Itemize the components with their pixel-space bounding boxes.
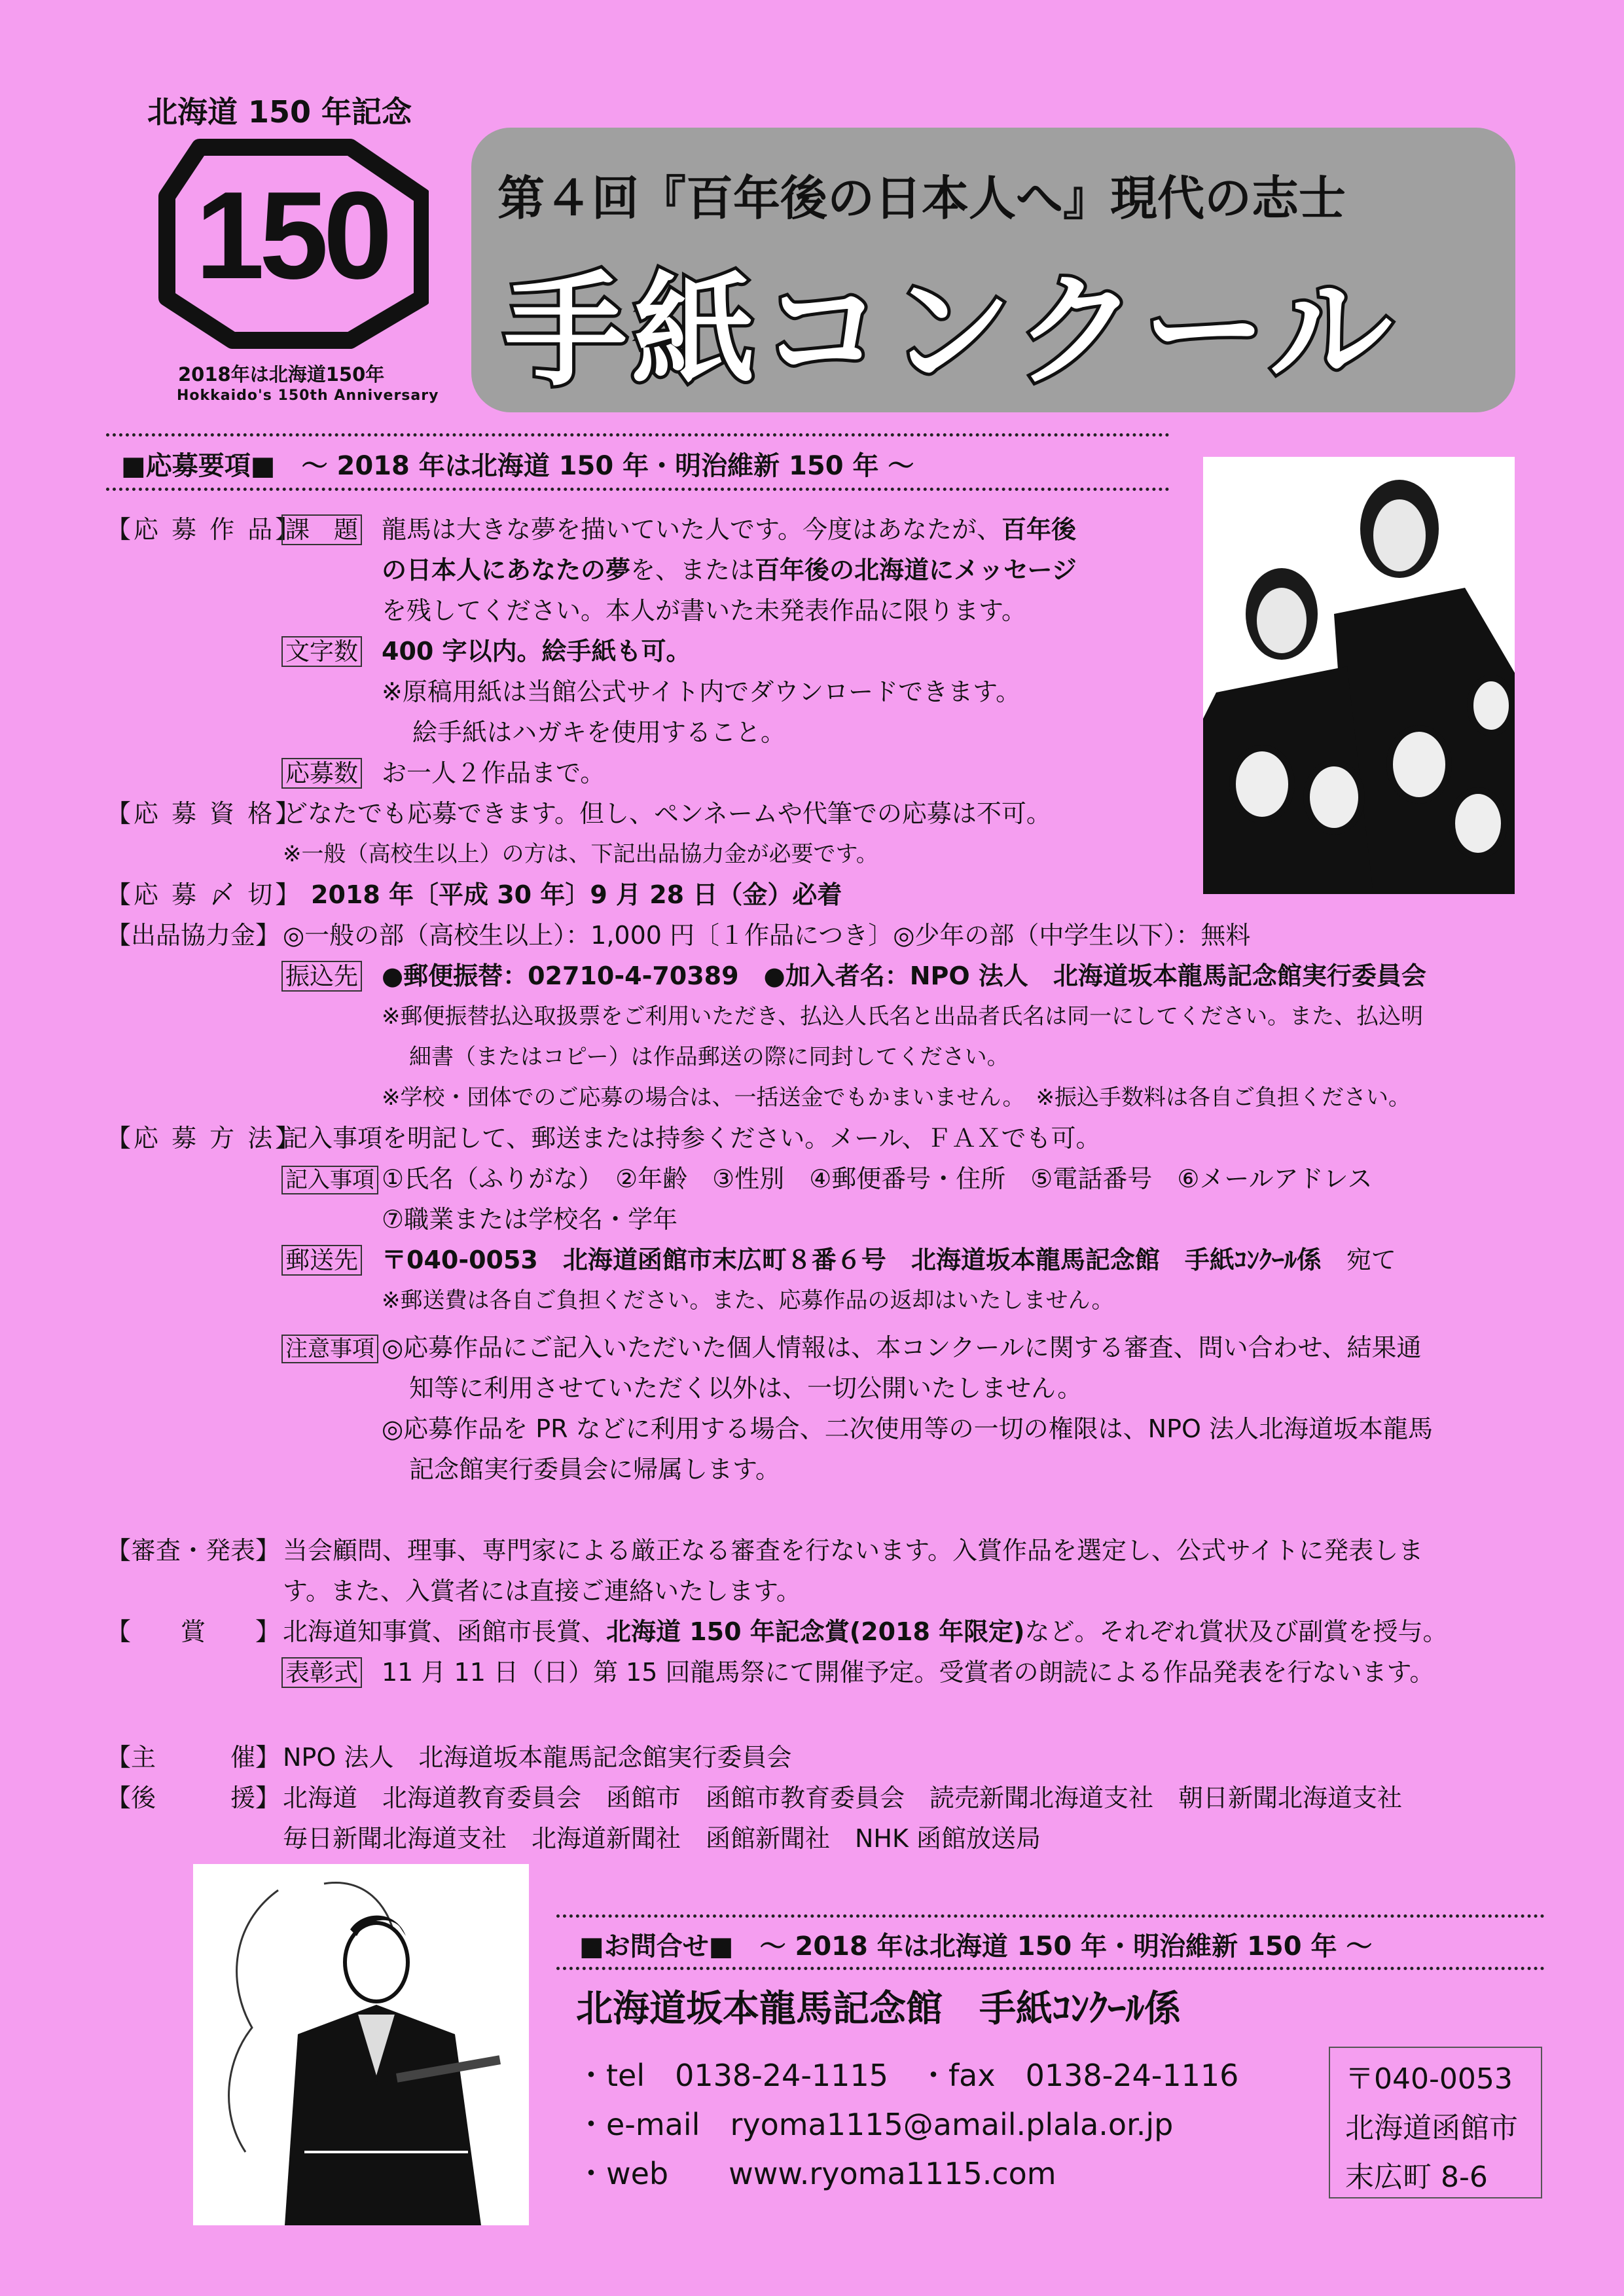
tag-mail: 郵送先 xyxy=(281,1245,362,1276)
notice-2b: 記念館実行委員会に帰属します。 xyxy=(409,1455,780,1484)
logo-subtitle-ja: 2018年は北海道150年 xyxy=(178,363,385,386)
method-text: 記入事項を明記して、郵送または持参ください。メール、ＦＡＸでも可。 xyxy=(283,1124,1101,1153)
tag-ceremony: 表彰式 xyxy=(281,1657,362,1688)
contact-tel-fax: ・tel 0138-24-1115 ・fax 0138-24-1116 xyxy=(576,2058,1239,2093)
theme-line-3: を残してください。本人が書いた未発表作品に限ります。 xyxy=(382,596,1026,625)
transfer-note-2: 細書（またはコピー）は作品郵送の際に同封してください。 xyxy=(409,1044,1009,1070)
mail-note: ※郵送費は各自ご負担ください。また、応募作品の返却はいたしません。 xyxy=(382,1287,1114,1314)
transfer-note-1: ※郵便振替払込取扱票をご利用いただき、払込人氏名と出品者氏名は同一にしてください。また、払込明 xyxy=(382,1003,1424,1030)
title-main: 手紙コンクール xyxy=(504,260,1398,403)
host-text: NPO 法人 北海道坂本龍馬記念館実行委員会 xyxy=(283,1743,792,1772)
label-method: 【応 募 方 法】 xyxy=(106,1124,303,1153)
notice-1b: 知等に利用させていただく以外は、一切公開いたしません。 xyxy=(409,1374,1083,1403)
review-text-2: す。また、入賞者には直接ご連絡いたします。 xyxy=(283,1577,801,1605)
address-city: 北海道函館市 xyxy=(1345,2111,1518,2145)
contact-email[interactable]: ・e-mail ryoma1115@amail.plala.or.jp xyxy=(576,2107,1174,2142)
hokkaido-150-logo xyxy=(154,134,429,357)
label-works: 【応 募 作 品】 xyxy=(106,515,303,544)
chars-note-1: ※原稿用紙は当館公式サイト内でダウンロードできます。 xyxy=(382,677,1021,706)
tag-chars: 文字数 xyxy=(281,636,362,667)
ceremony-text: 11 月 11 日（日）第 15 回龍馬祭にて開催予定。受賞者の朗読による作品発表を行ないます。 xyxy=(382,1658,1435,1687)
award-text: 北海道知事賞、函館市長賞、北海道 150 年記念賞(2018 年限定)など。それぞれ賞状及び副賞を授与。 xyxy=(283,1617,1448,1646)
mail-address: 〒040-0053 北海道函館市末広町８番６号 北海道坂本龍馬記念館 手紙ｺﾝｸｰﾙ係 宛て xyxy=(382,1246,1396,1274)
label-award: 【 賞 】 xyxy=(106,1617,281,1646)
divider xyxy=(106,488,1170,491)
group-portrait-photo xyxy=(1203,457,1515,894)
tag-theme: 課 題 xyxy=(281,514,362,545)
section-header-guidelines: ■応募要項■ ～ 2018 年は北海道 150 年・明治維新 150 年 ～ xyxy=(121,451,914,481)
section-header-contact: ■お問合せ■ ～ 2018 年は北海道 150 年・明治維新 150 年 ～ xyxy=(579,1931,1373,1962)
chars-note-2: 絵手紙はハガキを使用すること。 xyxy=(412,718,786,747)
address-postal: 〒040-0053 xyxy=(1345,2062,1513,2096)
chars-text: 400 字以内。絵手紙も可。 xyxy=(382,637,691,666)
tag-count: 応募数 xyxy=(281,758,362,789)
transfer-note-3: ※学校・団体でのご応募の場合は、一括送金でもかまいません。 ※振込手数料は各自ご負担ください。 xyxy=(382,1085,1411,1111)
tag-transfer: 振込先 xyxy=(281,961,362,992)
logo-number: 150 xyxy=(195,166,388,305)
fee-text: ◎一般の部（高校生以上）：1,000 円〔１作品につき〕◎少年の部（中学生以下）：無料 xyxy=(283,921,1251,950)
items-text-1: ①氏名（ふりがな） ②年齢 ③性別 ④郵便番号・住所 ⑤電話番号 ⑥メールアドレス xyxy=(382,1164,1373,1193)
review-text-1: 当会顧問、理事、専門家による厳正なる審査を行ないます。入賞作品を選定し、公式サイトに発表しま xyxy=(283,1536,1424,1565)
theme-line-1: 龍馬は大きな夢を描いていた人です。今度はあなたが、百年後 xyxy=(382,515,1076,544)
logo-caption: 北海道 150 年記念 xyxy=(147,94,412,130)
notice-1a: ◎応募作品にご記入いただいた個人情報は、本コンクールに関する審査、問い合わせ、結果通 xyxy=(382,1333,1422,1362)
label-fee: 【出品協力金】 xyxy=(106,921,281,950)
label-host: 【主 催】 xyxy=(106,1743,281,1772)
label-support: 【後 援】 xyxy=(106,1784,281,1812)
divider xyxy=(556,1914,1545,1918)
divider xyxy=(106,433,1170,437)
transfer-text: ●郵便振替：02710-4-70389 ●加入者名：NPO 法人 北海道坂本龍馬記念館実行委員会 xyxy=(382,961,1426,990)
address-street: 末広町 8-6 xyxy=(1345,2161,1488,2194)
contact-web[interactable]: ・web www.ryoma1115.com xyxy=(576,2156,1056,2191)
logo-subtitle-en: Hokkaido's 150th Anniversary xyxy=(177,387,439,404)
contact-name: 北海道坂本龍馬記念館 手紙ｺﾝｸｰﾙ係 xyxy=(576,1988,1181,2030)
divider xyxy=(556,1967,1545,1970)
eligibility-note: ※一般（高校生以上）の方は、下記出品協力金が必要です。 xyxy=(283,841,878,867)
tag-items: 記入事項 xyxy=(281,1166,378,1194)
support-text-2: 毎日新聞北海道支社 北海道新聞社 函館新聞社 NHK 函館放送局 xyxy=(283,1824,1041,1853)
title-subtitle: 第４回『百年後の日本人へ』現代の志士 xyxy=(497,171,1346,226)
label-eligibility: 【応 募 資 格】 xyxy=(106,799,303,828)
support-text-1: 北海道 北海道教育委員会 函館市 函館市教育委員会 読売新聞北海道支社 朝日新聞北海道支社 xyxy=(283,1784,1403,1812)
tag-notice: 注意事項 xyxy=(281,1335,378,1363)
items-text-2: ⑦職業または学校名・学年 xyxy=(382,1205,678,1234)
ryoma-illustration xyxy=(193,1864,529,2225)
eligibility-text: どなたでも応募できます。但し、ペンネームや代筆での応募は不可。 xyxy=(283,799,1051,828)
deadline-text: 2018 年〔平成 30 年〕9 月 28 日（金）必着 xyxy=(311,880,842,909)
theme-line-2: の日本人にあなたの夢を、または百年後の北海道にメッセージ xyxy=(382,556,1077,584)
notice-2a: ◎応募作品を PR などに利用する場合、二次使用等の一切の権限は、NPO 法人北海道坂本龍馬 xyxy=(382,1414,1433,1443)
count-text: お一人２作品まで。 xyxy=(382,759,605,787)
label-review: 【審査・発表】 xyxy=(106,1536,281,1565)
label-deadline: 【応 募 〆 切】 xyxy=(106,880,303,909)
